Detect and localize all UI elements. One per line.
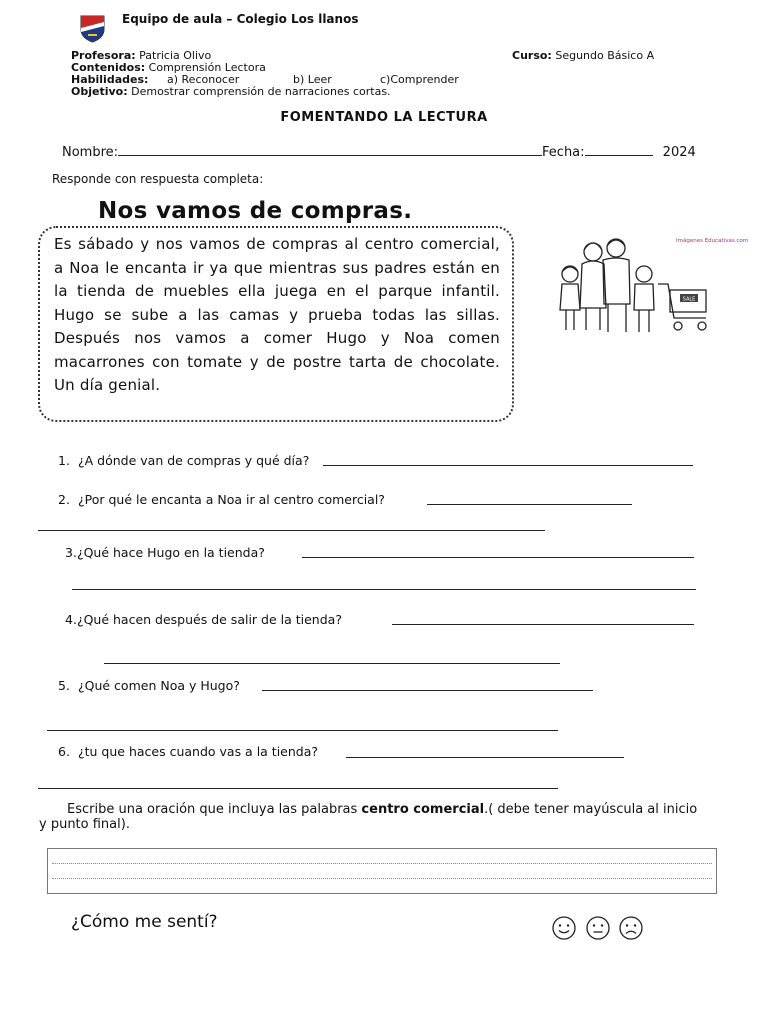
instruction: Responde con respuesta completa: [52, 172, 264, 186]
teacher-label: Profesora: [71, 49, 136, 62]
answer-line-6b[interactable] [38, 788, 558, 789]
happy-face-icon[interactable] [552, 916, 576, 940]
question-text: ¿Qué hacen después de salir de la tienda? [76, 612, 342, 627]
family-shopping-illustration [546, 230, 749, 336]
answer-line-3a[interactable] [302, 557, 694, 558]
skills-label: Habilidades: [71, 73, 149, 86]
sentence-instruction-end: .( debe tener mayúscula al inicio y punto final). [39, 802, 698, 832]
question-number: 1. [58, 453, 70, 468]
question-text: ¿tu que haces cuando vas a la tienda? [78, 744, 319, 759]
skill-c: c)Comprender [380, 73, 459, 86]
cart-sign: SALE [682, 296, 696, 303]
objective-label: Objetivo: [71, 85, 128, 98]
teacher-name: Patricia Olivo [139, 49, 212, 62]
course-value: Segundo Básico A [555, 49, 655, 62]
question-number: 2. [58, 492, 70, 507]
answer-line-6a[interactable] [346, 757, 624, 758]
sentence-writing-box[interactable] [47, 848, 717, 894]
contents-value: Comprensión Lectora [148, 61, 266, 74]
skill-b: b) Leer [293, 73, 332, 86]
story-title: Nos vamos de compras. [98, 198, 413, 224]
answer-line-1[interactable] [323, 465, 693, 466]
year-value: 2024 [662, 145, 696, 160]
sad-face-icon[interactable] [619, 916, 643, 940]
question-text: ¿Qué comen Noa y Hugo? [78, 678, 240, 693]
question-1 [58, 453, 309, 468]
question-4 [65, 612, 342, 627]
answer-line-5a[interactable] [262, 690, 593, 691]
question-6 [58, 744, 318, 759]
school-logo [79, 13, 106, 43]
question-5 [58, 678, 240, 693]
writing-guide-line [52, 878, 712, 879]
question-number: 5. [58, 678, 70, 693]
course-line [512, 50, 654, 62]
question-3 [65, 545, 265, 560]
sentence-instruction [39, 802, 709, 832]
skill-a: a) Reconocer [167, 73, 240, 86]
school-name: Equipo de aula – Colegio Los llanos [122, 12, 359, 26]
course-label: Curso: [512, 49, 552, 62]
name-label: Nombre: [62, 145, 119, 160]
question-text: ¿Qué hace Hugo en la tienda? [76, 545, 265, 560]
question-number: 3. [65, 545, 77, 560]
sentence-instruction-start: Escribe una oración que incluya las palabras [67, 802, 358, 817]
name-date-row [62, 143, 696, 160]
feelings-label: ¿Cómo me sentí? [71, 912, 218, 932]
objective-value: Demostrar comprensión de narraciones cortas. [131, 85, 391, 98]
page-title: FOMENTANDO LA LECTURA [280, 110, 488, 125]
answer-line-3b[interactable] [72, 589, 696, 590]
answer-line-2b[interactable] [38, 530, 545, 531]
date-label: Fecha: [542, 145, 585, 160]
question-text: ¿A dónde van de compras y qué día? [78, 453, 310, 468]
question-text: ¿Por qué le encanta a Noa ir al centro comercial? [78, 492, 385, 507]
keyword-bold: centro comercial [361, 802, 485, 817]
name-field[interactable] [118, 143, 542, 156]
answer-line-4b[interactable] [104, 663, 560, 664]
answer-line-2a[interactable] [427, 504, 632, 505]
contents-label: Contenidos: [71, 61, 146, 74]
question-2 [58, 492, 385, 507]
objective-line [71, 86, 391, 98]
writing-guide-line [52, 863, 712, 864]
illustration-watermark: Imágenes Educativas.com [676, 238, 749, 244]
question-number: 6. [58, 744, 70, 759]
date-field[interactable] [585, 143, 653, 156]
answer-line-5b[interactable] [47, 730, 558, 731]
story-text: Es sábado y nos vamos de compras al centro comercial, a Noa le encanta ir ya que mientras sus padres están en la tienda de muebles ella juega en el parque infantil. Hugo se sube a las camas y prueba todas las sillas. Después nos vamos a comer Hugo y Noa comen macarrones con tomate y de postre tarta de chocolate. Un día genial. [54, 235, 500, 394]
answer-line-4a[interactable] [392, 624, 694, 625]
question-number: 4. [65, 612, 77, 627]
neutral-face-icon[interactable] [586, 916, 610, 940]
